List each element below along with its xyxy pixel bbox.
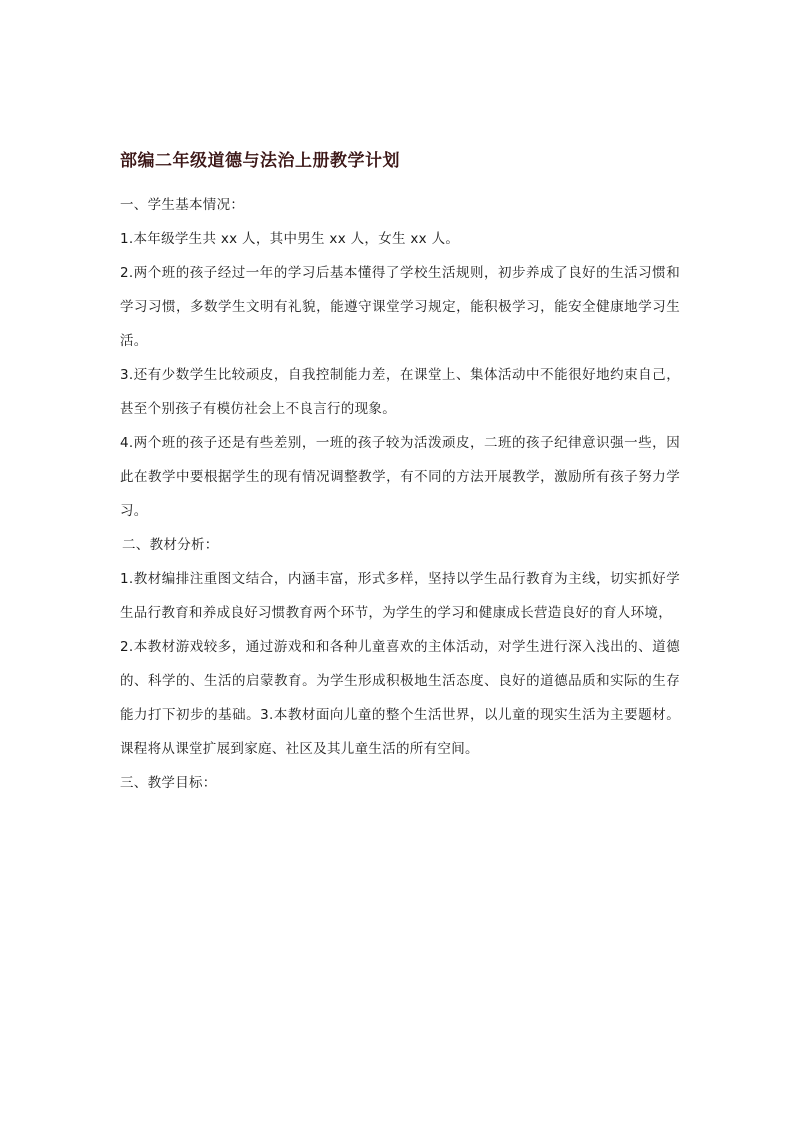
paragraph-student-count: 1.本年级学生共 xx 人，其中男生 xx 人，女生 xx 人。 (120, 231, 460, 247)
paragraph-self-control: 3.还有少数学生比较顽皮，自我控制能力差，在课堂上、集体活动中不能很好地约束自己，甚至个别孩子有模仿社会上不良言行的现象。 (120, 367, 680, 417)
document-title: 部编二年级道德与法治上册教学计划 (120, 151, 400, 171)
section-heading-textbook-analysis: 二、教材分析： (122, 537, 219, 553)
paragraph-habits: 2.两个班的孩子经过一年的学习后基本懂得了学校生活规则，初步养成了良好的生活习惯和学习习惯，多数学生文明有礼貌，能遵守课堂学习规定，能积极学习，能安全健康地学习生活。 (120, 265, 680, 349)
document-body (120, 188, 680, 800)
section-heading-teaching-goals: 三、教学目标： (120, 775, 217, 791)
paragraph-textbook-layout: 1.教材编排注重图文结合，内涵丰富，形式多样，坚持以学生品行教育为主线，切实抓好学生品行教育和养成良好习惯教育两个环节，为学生的学习和健康成长营造良好的育人环境， (120, 571, 680, 621)
paragraph-class-differences: 4.两个班的孩子还是有些差别，一班的孩子较为活泼顽皮，二班的孩子纪律意识强一些，因此在教学中要根据学生的现有情况调整教学，有不同的方法开展教学，激励所有孩子努力学习。 (120, 435, 680, 519)
section-heading-student-situation: 一、学生基本情况： (120, 197, 245, 213)
paragraph-textbook-games: 2.本教材游戏较多，通过游戏和和各种儿童喜欢的主体活动，对学生进行深入浅出的、道德的、科学的、生活的启蒙教育。为学生形成积极地生活态度、良好的道德品质和实际的生存能力打下初步的基础。3.本教材面向儿童的整个生活世界，以儿童的现实生活为主要题材。课程将从课堂扩展到家庭、社区及其儿童生活的所有空间。 (120, 639, 680, 757)
